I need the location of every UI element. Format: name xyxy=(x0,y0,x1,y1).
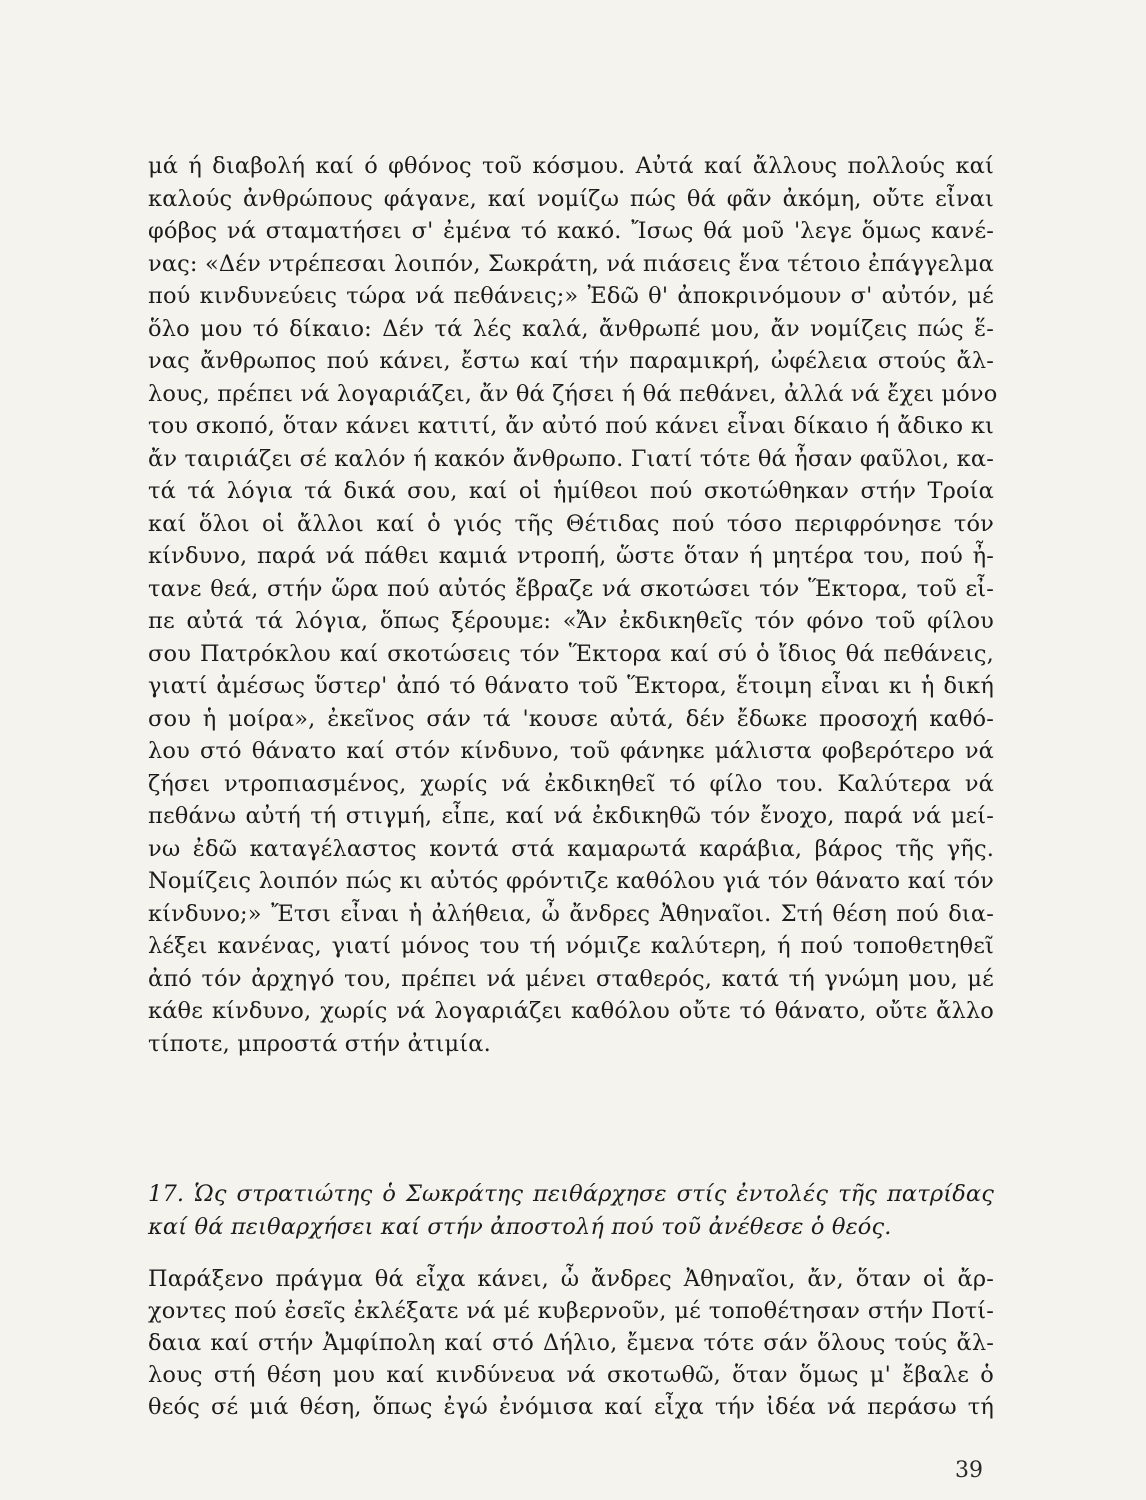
text-line: νας: «Δέν ντρέπεσαι λοιπόν, Σωκράτη, νά πιάσεις ἕνα τέτοιο ἐπάγγελμα xyxy=(148,250,994,277)
text-line: φόβος νά σταματήσει σ' ἐμένα τό κακό. Ἴσως θά μοῦ 'λεγε ὅμως κανέ- xyxy=(148,218,994,244)
text-line: του σκοπό, ὅταν κάνει κατιτί, ἄν αὐτό πού κάνει εἶναι δίκαιο ή ἄδικο κι xyxy=(148,413,994,439)
text-line: ὅλο μου τό δίκαιο: Δέν τά λές καλά, ἄνθρωπέ μου, ἄν νομίζεις πώς ἕ- xyxy=(148,315,994,342)
text-line: κίνδυνο, παρά νά πάθει καμιά ντροπή, ὥστε ὅταν ή μητέρα του, πού ἦ- xyxy=(148,543,994,569)
text-line: πε αὐτά τά λόγια, ὅπως ξέρουμε: «Ἄν ἐκδικηθεῖς τόν φόνο τοῦ φίλου xyxy=(148,608,994,634)
text-line: τά τά λόγια τά δικά σου, καί οἱ ἡμίθεοι πού σκοτώθηκαν στήν Τροία xyxy=(148,478,994,504)
text-line: πού κινδυνεύεις τώρα νά πεθάνεις;» Ἐδῶ θ' ἀποκρινόμουν σ' αὐτόν, μέ xyxy=(148,283,994,309)
text-line: νω ἐδῶ καταγέλαστος κοντά στά καμαρωτά καράβια, βάρος τῆς γῆς. xyxy=(148,835,994,862)
text-line: λου στό θάνατο καί στόν κίνδυνο, τοῦ φάνηκε μάλιστα φοβερότερο νά xyxy=(148,738,994,764)
text-line: λους στή θέση μου καί κινδύνευα νά σκοτωθῶ, ὅταν ὅμως μ' ἔβαλε ὁ xyxy=(148,1362,994,1388)
text-line: καί ὅλοι οἱ ἄλλοι καί ὁ γιός τῆς Θέτιδας πού τόσο περιφρόνησε τόν xyxy=(148,510,994,537)
text-line: μά ή διαβολή καί ό φθόνος τοῦ κόσμου. Αὐτά καί ἄλλους πολλούς καί xyxy=(148,153,994,179)
text-line: λους, πρέπει νά λογαριάζει, ἄν θά ζήσει ή θά πεθάνει, ἀλλά νά ἔχει μόνο xyxy=(148,380,998,407)
text-line: ἄν ταιριάζει σέ καλόν ή κακόν ἄνθρωπο. Γιατί τότε θά ἦσαν φαῦλοι, κα- xyxy=(148,445,994,472)
page-number: 39 xyxy=(955,1458,983,1483)
text-line: 17. Ὡς στρατιώτης ὁ Σωκράτης πειθάρχησε στίς ἐντολές τῆς πατρίδας xyxy=(148,1181,994,1207)
text-line: νας ἄνθρωπος πού κάνει, ἔστω καί τήν παραμικρή, ὠφέλεια στούς ἄλ- xyxy=(148,348,994,374)
text-line: κάθε κίνδυνο, χωρίς νά λογαριάζει καθόλου οὔτε τό θάνατο, οὔτε ἄλλο xyxy=(148,998,994,1024)
text-line: κίνδυνο;» Ἔτσι εἶναι ἡ ἀλήθεια, ὦ ἄνδρες Ἀθηναῖοι. Στή θέση πού δια- xyxy=(148,900,994,927)
text-line: δαια καί στήν Ἀμφίπολη καί στό Δήλιο, ἔμενα τότε σάν ὅλους τούς ἄλ- xyxy=(148,1330,994,1356)
text-line: τίποτε, μπροστά στήν ἀτιμία. xyxy=(148,1030,491,1057)
text-line: λέξει κανένας, γιατί μόνος του τή νόμιζε καλύτερη, ή πού τοποθετηθεῖ xyxy=(148,933,994,959)
text-line: χοντες πού ἐσεῖς ἐκλέξατε νά μέ κυβερνοῦν, μέ τοποθέτησαν στήν Ποτί- xyxy=(148,1298,994,1324)
text-line: ζήσει ντροπιασμένος, χωρίς νά ἐκδικηθεῖ τό φίλο του. Καλύτερα νά xyxy=(148,770,994,797)
text-line: καλούς ἀνθρώπους φάγανε, καί νομίζω πώς θά φᾶν ἀκόμη, οὔτε εἶναι xyxy=(148,185,994,212)
text-line: θεός σέ μιά θέση, ὅπως ἐγώ ἐνόμισα καί εἶχα τήν ἰδέα νά περάσω τή xyxy=(148,1394,994,1420)
text-line: Νομίζεις λοιπόν πώς κι αὐτός φρόντιζε καθόλου γιά τόν θάνατο καί τόν xyxy=(148,868,994,894)
text-line: πεθάνω αὐτή τή στιγμή, εἶπε, καί νά ἐκδικηθῶ τόν ἔνοχο, παρά νά μεί- xyxy=(148,803,994,829)
text-line: ἀπό τόν ἀρχηγό του, πρέπει νά μένει σταθερός, κατά τή γνώμη μου, μέ xyxy=(148,965,994,992)
text-line: σου Πατρόκλου καί σκοτώσεις τόν Ἕκτορα καί σύ ὁ ἴδιος θά πεθάνεις, xyxy=(148,640,994,667)
text-line: τανε θεά, στήν ὥρα πού αὐτός ἔβραζε νά σκοτώσει τόν Ἕκτορα, τοῦ εἶ- xyxy=(148,575,994,602)
text-line: Παράξενο πράγμα θά εἶχα κάνει, ὦ ἄνδρες Ἀθηναῖοι, ἄν, ὅταν οἱ ἄρ- xyxy=(148,1266,994,1292)
text-line: σου ἡ μοίρα», ἐκεῖνος σάν τά 'κουσε αὐτά, δέν ἔδωκε προσοχή καθό- xyxy=(148,705,994,732)
text-line: γιατί ἀμέσως ὕστερ' ἀπό τό θάνατο τοῦ Ἕκτορα, ἕτοιμη εἶναι κι ἡ δική xyxy=(148,673,994,699)
text-line: καί θά πειθαρχήσει καί στήν ἀποστολή πού τοῦ ἀνέθεσε ὁ θεός. xyxy=(148,1214,892,1240)
